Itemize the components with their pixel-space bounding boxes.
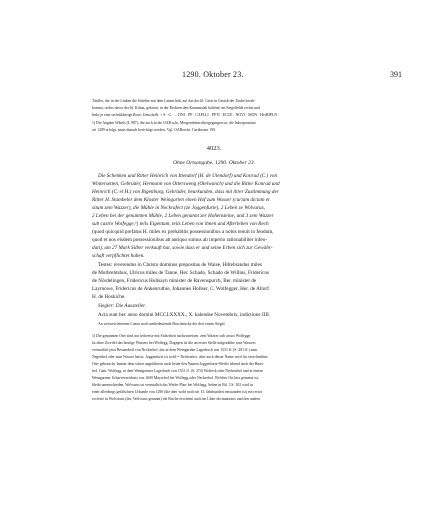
summary-line: Ritter H. Stambeler dem Kloster Weingarten einen Hof zum Wasser (curiam dictam et — [92, 197, 270, 203]
bottom-footnote-line: 1) Die genannten Orte sind nur teilweise mit Sicherheit nachzuweisen. zem Wazzer sub castro Wolfegge — [92, 334, 251, 338]
document-number: 4023. — [206, 145, 222, 152]
top-footnote-line: links je eine sechsblättrige Rose; Umschrift: + S · G · ... DNI · PP · CAPLLI · PPTI · ECCE · NOVI · MON · HerBIPLN · — [92, 113, 280, 117]
bottom-footnote-line: einer allerdings gefälschten Urkunde von 1290 (die aber wohl noch im 13. Jahrhundert entstanden ist) ein rector — [92, 390, 263, 394]
summary-line: situm zem Wazzer), die Mühle in Neckrafect (ze Joggenfurte), 2 Leben ze Wolvarus, — [92, 205, 265, 211]
bottom-footnote-line: hof, Gem. Wolfegg, in dem Weingartner Lagerbuch von 1531 ff. (S. 274) Wolfeck oder Neckenhof und in einem — [92, 369, 263, 373]
page-header — [92, 70, 416, 82]
top-footnote-line: sei 1289 erfolgt, muss danach berichtigt werden. Vgl. OABescbr. Gerabronn 190. — [92, 128, 216, 132]
summary-line: Die Schenken und Ritter Heinrich von Ittendorf (H. de Utendorf) und Konrad (C.) von — [98, 173, 278, 179]
siegler-line: Siegler: Die Aussteller. — [98, 303, 146, 309]
bottom-footnote-line: Negenhof oder zum Wasser heisst. Joggenfurte ist wohl = Neckrafect, aber auch dieser Name wird für verschiedene — [92, 355, 268, 359]
bottom-footnote-line: Orte gebraucht. Immer dem schon angeführten nach heute den Namen Joggenfurte-Weiler lebend auch der Haus- — [92, 362, 264, 366]
top-footnote-line: Tänfler, der in der Linken die Scheibe mit dem Lamm hält, auf das der hl. Geist in Gestalt der Taube herab- — [92, 99, 256, 103]
summary-line: Heinrich (C. et H.) von Bigenburg, Gebrüder, beurkunden, dass mit ihrer Zustimmung der — [92, 189, 279, 195]
top-footnote-line: 1) Die Angabe Wibels (I, 987), die auch in die OAB.schr. Mergentheim übergegangen ist, die Inkorporation — [92, 121, 256, 125]
bottom-footnote-line: vermutlich jetzt Bestandteil von Neckerhof, das in dem Weingartner Lagerbuch von 1531 ff. (S. 281 ff.) zum — [92, 348, 258, 352]
testes-line: de Nördelingen, Fridericus Hollsayn minister de Ravenspurch, Ber. minister de — [92, 278, 257, 284]
running-title: 1290. Oktober 23. — [182, 70, 244, 79]
summary-line: dati), um 27 Mark Silber verkauft hat, sowie dass er und seine Erben sich zur Gewähr- — [92, 245, 273, 251]
testes-line: H. de Hoskiche. — [92, 294, 126, 300]
bottom-footnote-line: Weingartner Urbarverzeichnis von 1600 Mayerhof bei Wolfegg oder Neckerhof. Welcher Ort hier gemeint ist, — [92, 376, 259, 380]
page-number: 391 — [390, 70, 402, 79]
bottom-footnote-line: ist ohne Zweifel das heutige Wassers bei Wolfegg. Dagegen ist die an erster Stelle aufgezählte area Wassers — [92, 341, 256, 345]
testes-line: Laymowe, Fridericus de Ankenruthie, Johannes Hollser, C. Wolfegger, Her. de Altorf. — [92, 286, 271, 292]
summary-line: quod et nos eisdem possessionibus ab antiquo sumus ab imperio rationabiliter infeo- — [92, 237, 268, 243]
top-footnote-line: kommt, rechts davor der hl. Kilian, gekrönt, in der Rechten den Krummstab haltend; im Siegelfelde rechts und — [92, 106, 261, 110]
bottom-footnote-line: bleibt unentschieden. Wolvarus ist vermutlich das Weiler Plarr bei Wolfegg. Sehen in Bd. 3 S. 302 wird in — [92, 383, 253, 387]
testes-line: de Molbrehtshus, Ulricus miles de Tanne, Her. Schado, Schado de Willins, Fridericus — [92, 270, 270, 276]
summary-line: (quod quicquid prefatus H. miles ex prehabitis possessionibus a nobis tenuit in feodum, — [92, 229, 274, 235]
document-date-line: Ohne Ortsangabe. 1290. Oktober 23. — [172, 160, 256, 166]
summary-line: Wintersetten, Gebrüder, Hermann von Ottersweng (Otelwanch) und die Ritter Konrad und — [92, 181, 280, 187]
seal-note: An weissen leinenen Litzen noch umbedeutende Bruchstücke der drei ersten Siegel. — [98, 322, 226, 326]
bottom-footnote-line: ecclesie in Wolvarnis (der, Wolvarus genannt) die Kirche erscheint auch im Liber decimationis und den andern — [92, 397, 261, 401]
datum-line: Acta sunt hec anno domini MCCLXXXX., X. kalendse Novembris, indictione IIII. — [98, 312, 271, 318]
testes-line: Testes: reverendus in Christo dominus prepositus de Waise, Hiltebrandus miles — [98, 262, 262, 268]
summary-line: 2 Leben bei der genannten Mühle, 2 Leben genannt zer Hohensteine, und 3 zem Wazzer — [92, 213, 274, 219]
summary-line: sub castro Wolfegge,¹) teils Eigentum, teils Leben von ihnen und Afterleben von Rech — [92, 221, 269, 227]
summary-line: schaft verpflichtet haben. — [92, 253, 145, 259]
